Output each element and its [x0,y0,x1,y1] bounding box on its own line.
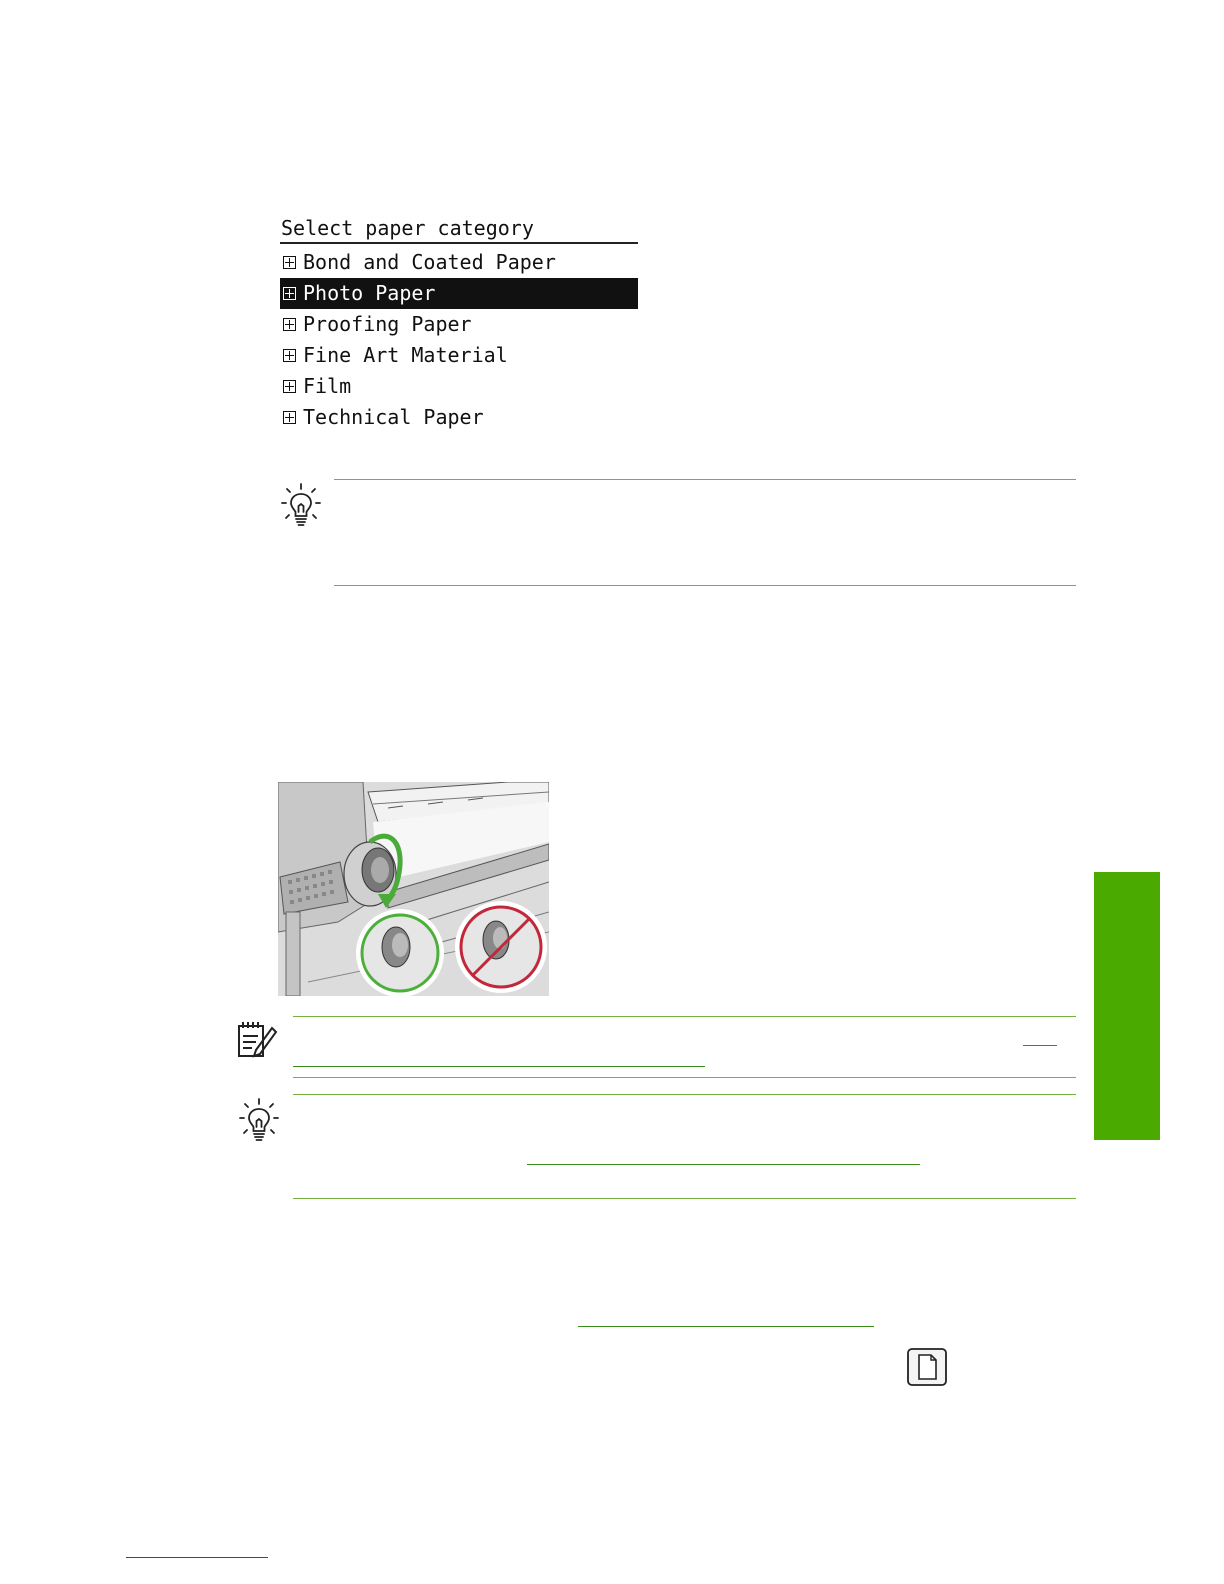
menu-item-label: Film [303,374,352,398]
menu-item-label: Proofing Paper [303,312,472,336]
paper-category-menu [280,214,638,433]
tip-link-underline[interactable] [527,1164,920,1165]
menu-item-label: Technical Paper [303,405,484,429]
note-bottom-rule [293,1077,1076,1078]
menu-item-technical-paper[interactable] [280,402,638,433]
menu-item-fine-art[interactable] [280,340,638,371]
menu-item-label: Photo Paper [303,281,436,305]
note-top-rule [293,1016,1076,1017]
spindle-stop-illustration [278,782,549,996]
menu-item-bond-coated[interactable] [280,247,638,278]
expand-icon [283,287,296,300]
menu-item-proofing-paper[interactable] [280,309,638,340]
note-link-underline[interactable] [293,1066,705,1067]
menu-item-film[interactable] [280,371,638,402]
lightbulb-icon [280,482,322,528]
expand-icon [283,411,296,424]
expand-icon [283,349,296,362]
expand-icon [283,318,296,331]
document-icon[interactable] [907,1348,947,1386]
note-pad-icon [236,1020,278,1060]
menu-item-label: Bond and Coated Paper [303,250,556,274]
body-link-underline[interactable] [578,1326,874,1327]
tip2-bottom-rule [293,1198,1076,1199]
tip2-top-rule [293,1094,1076,1095]
menu-item-photo-paper[interactable] [280,278,638,309]
lightbulb-icon [238,1097,280,1143]
expand-icon [283,380,296,393]
tip-bottom-rule [334,585,1076,586]
footer-link-underline[interactable] [126,1557,268,1558]
chapter-side-tab [1094,872,1160,1140]
menu-title: Select paper category [280,214,638,244]
menu-item-label: Fine Art Material [303,343,508,367]
tip-top-rule [334,479,1076,480]
note-link-underline[interactable] [1023,1045,1057,1046]
expand-icon [283,256,296,269]
